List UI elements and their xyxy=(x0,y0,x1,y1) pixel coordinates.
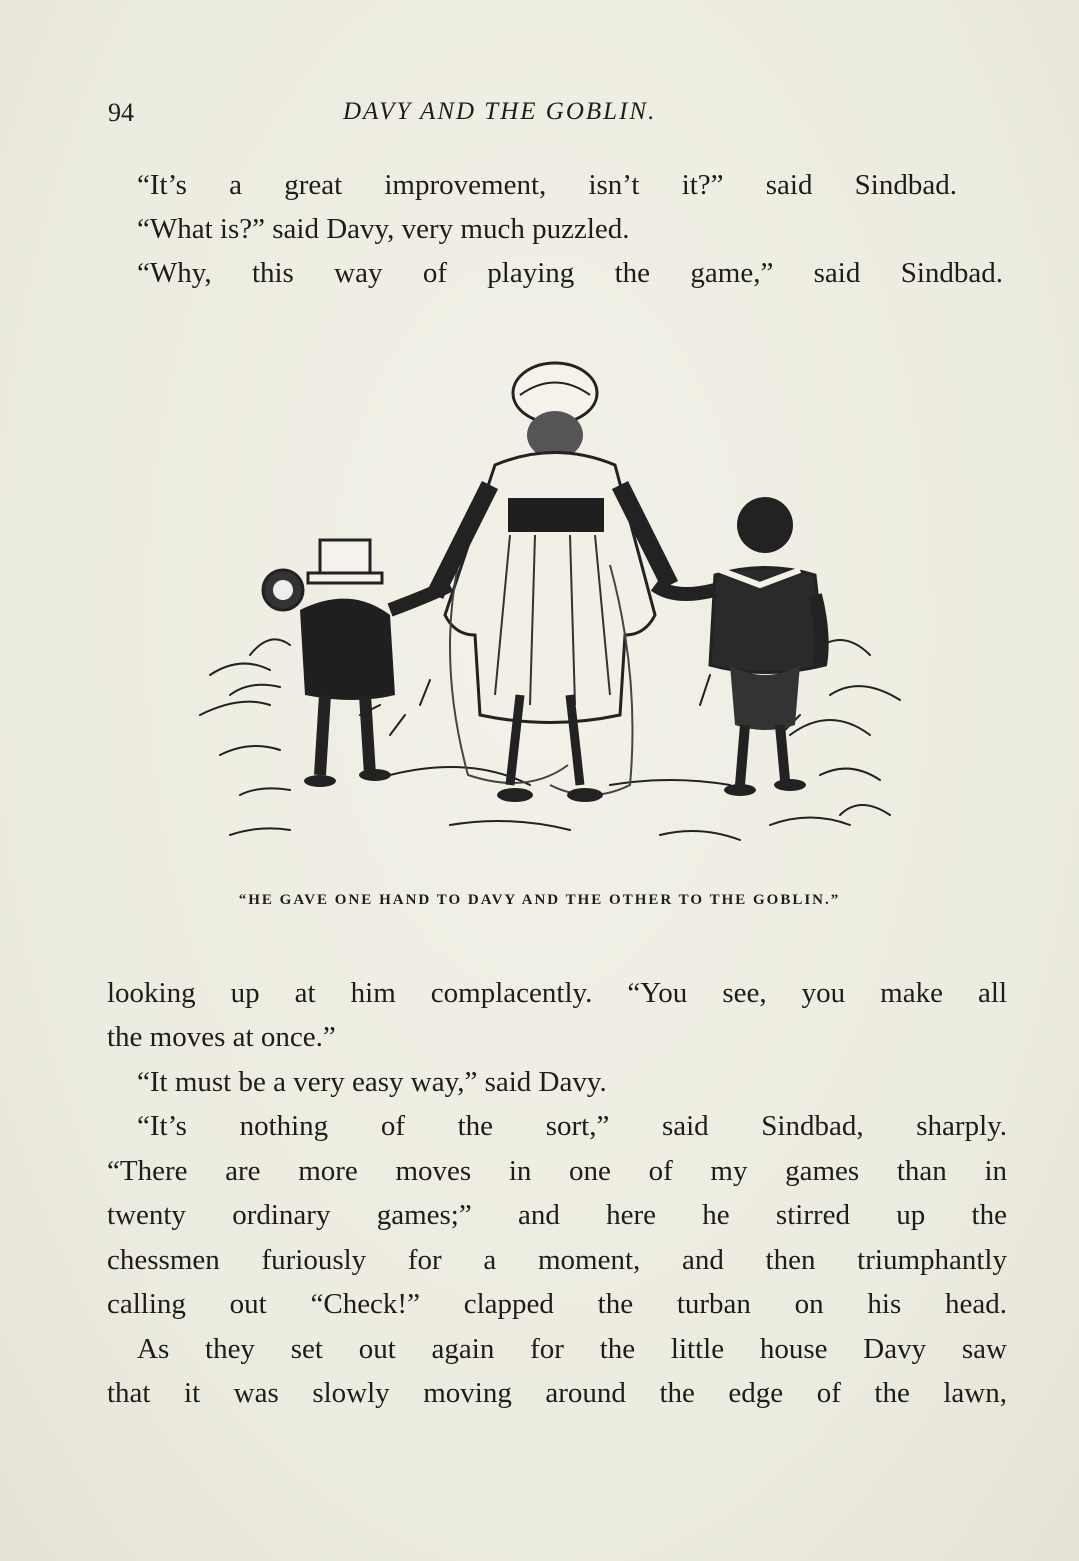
text-line: “What is?” said Davy, very much puzzled. xyxy=(137,213,630,245)
text-line: “It’s a great improvement, isn’t it?” said Sindbad. xyxy=(137,169,957,201)
text-line: “It must be a very easy way,” said Davy. xyxy=(137,1066,607,1098)
text-line: chessmen furiously for a moment, and then triumphantly xyxy=(107,1244,1007,1276)
page-number: 94 xyxy=(108,98,134,127)
davy-figure xyxy=(655,497,825,796)
text-line: twenty ordinary games;” and here he stirred up the xyxy=(107,1199,1007,1231)
illustration-caption: “HE GAVE ONE HAND TO DAVY AND THE OTHER TO THE GOBLIN.” xyxy=(238,892,841,908)
text-line: the moves at once.” xyxy=(107,1021,336,1053)
illustration xyxy=(190,355,930,875)
text-line: looking up at him complacently. “You see, you make all xyxy=(107,977,1007,1009)
page-header xyxy=(108,98,1008,134)
text-line: “Why, this way of playing the game,” said Sindbad. xyxy=(137,257,1003,289)
text-line: that it was slowly moving around the edge of the lawn, xyxy=(107,1377,1007,1409)
running-title: DAVY AND THE GOBLIN. xyxy=(343,98,657,125)
text-line: “It’s nothing of the sort,” said Sindbad, sharply. xyxy=(137,1110,1007,1142)
text-line: “There are more moves in one of my games than in xyxy=(107,1155,1007,1187)
sindbad-figure xyxy=(435,363,670,802)
text-line: calling out “Check!” clapped the turban on his head. xyxy=(107,1288,1007,1320)
goblin-figure xyxy=(263,540,450,787)
text-line: As they set out again for the little house Davy saw xyxy=(137,1333,1007,1365)
